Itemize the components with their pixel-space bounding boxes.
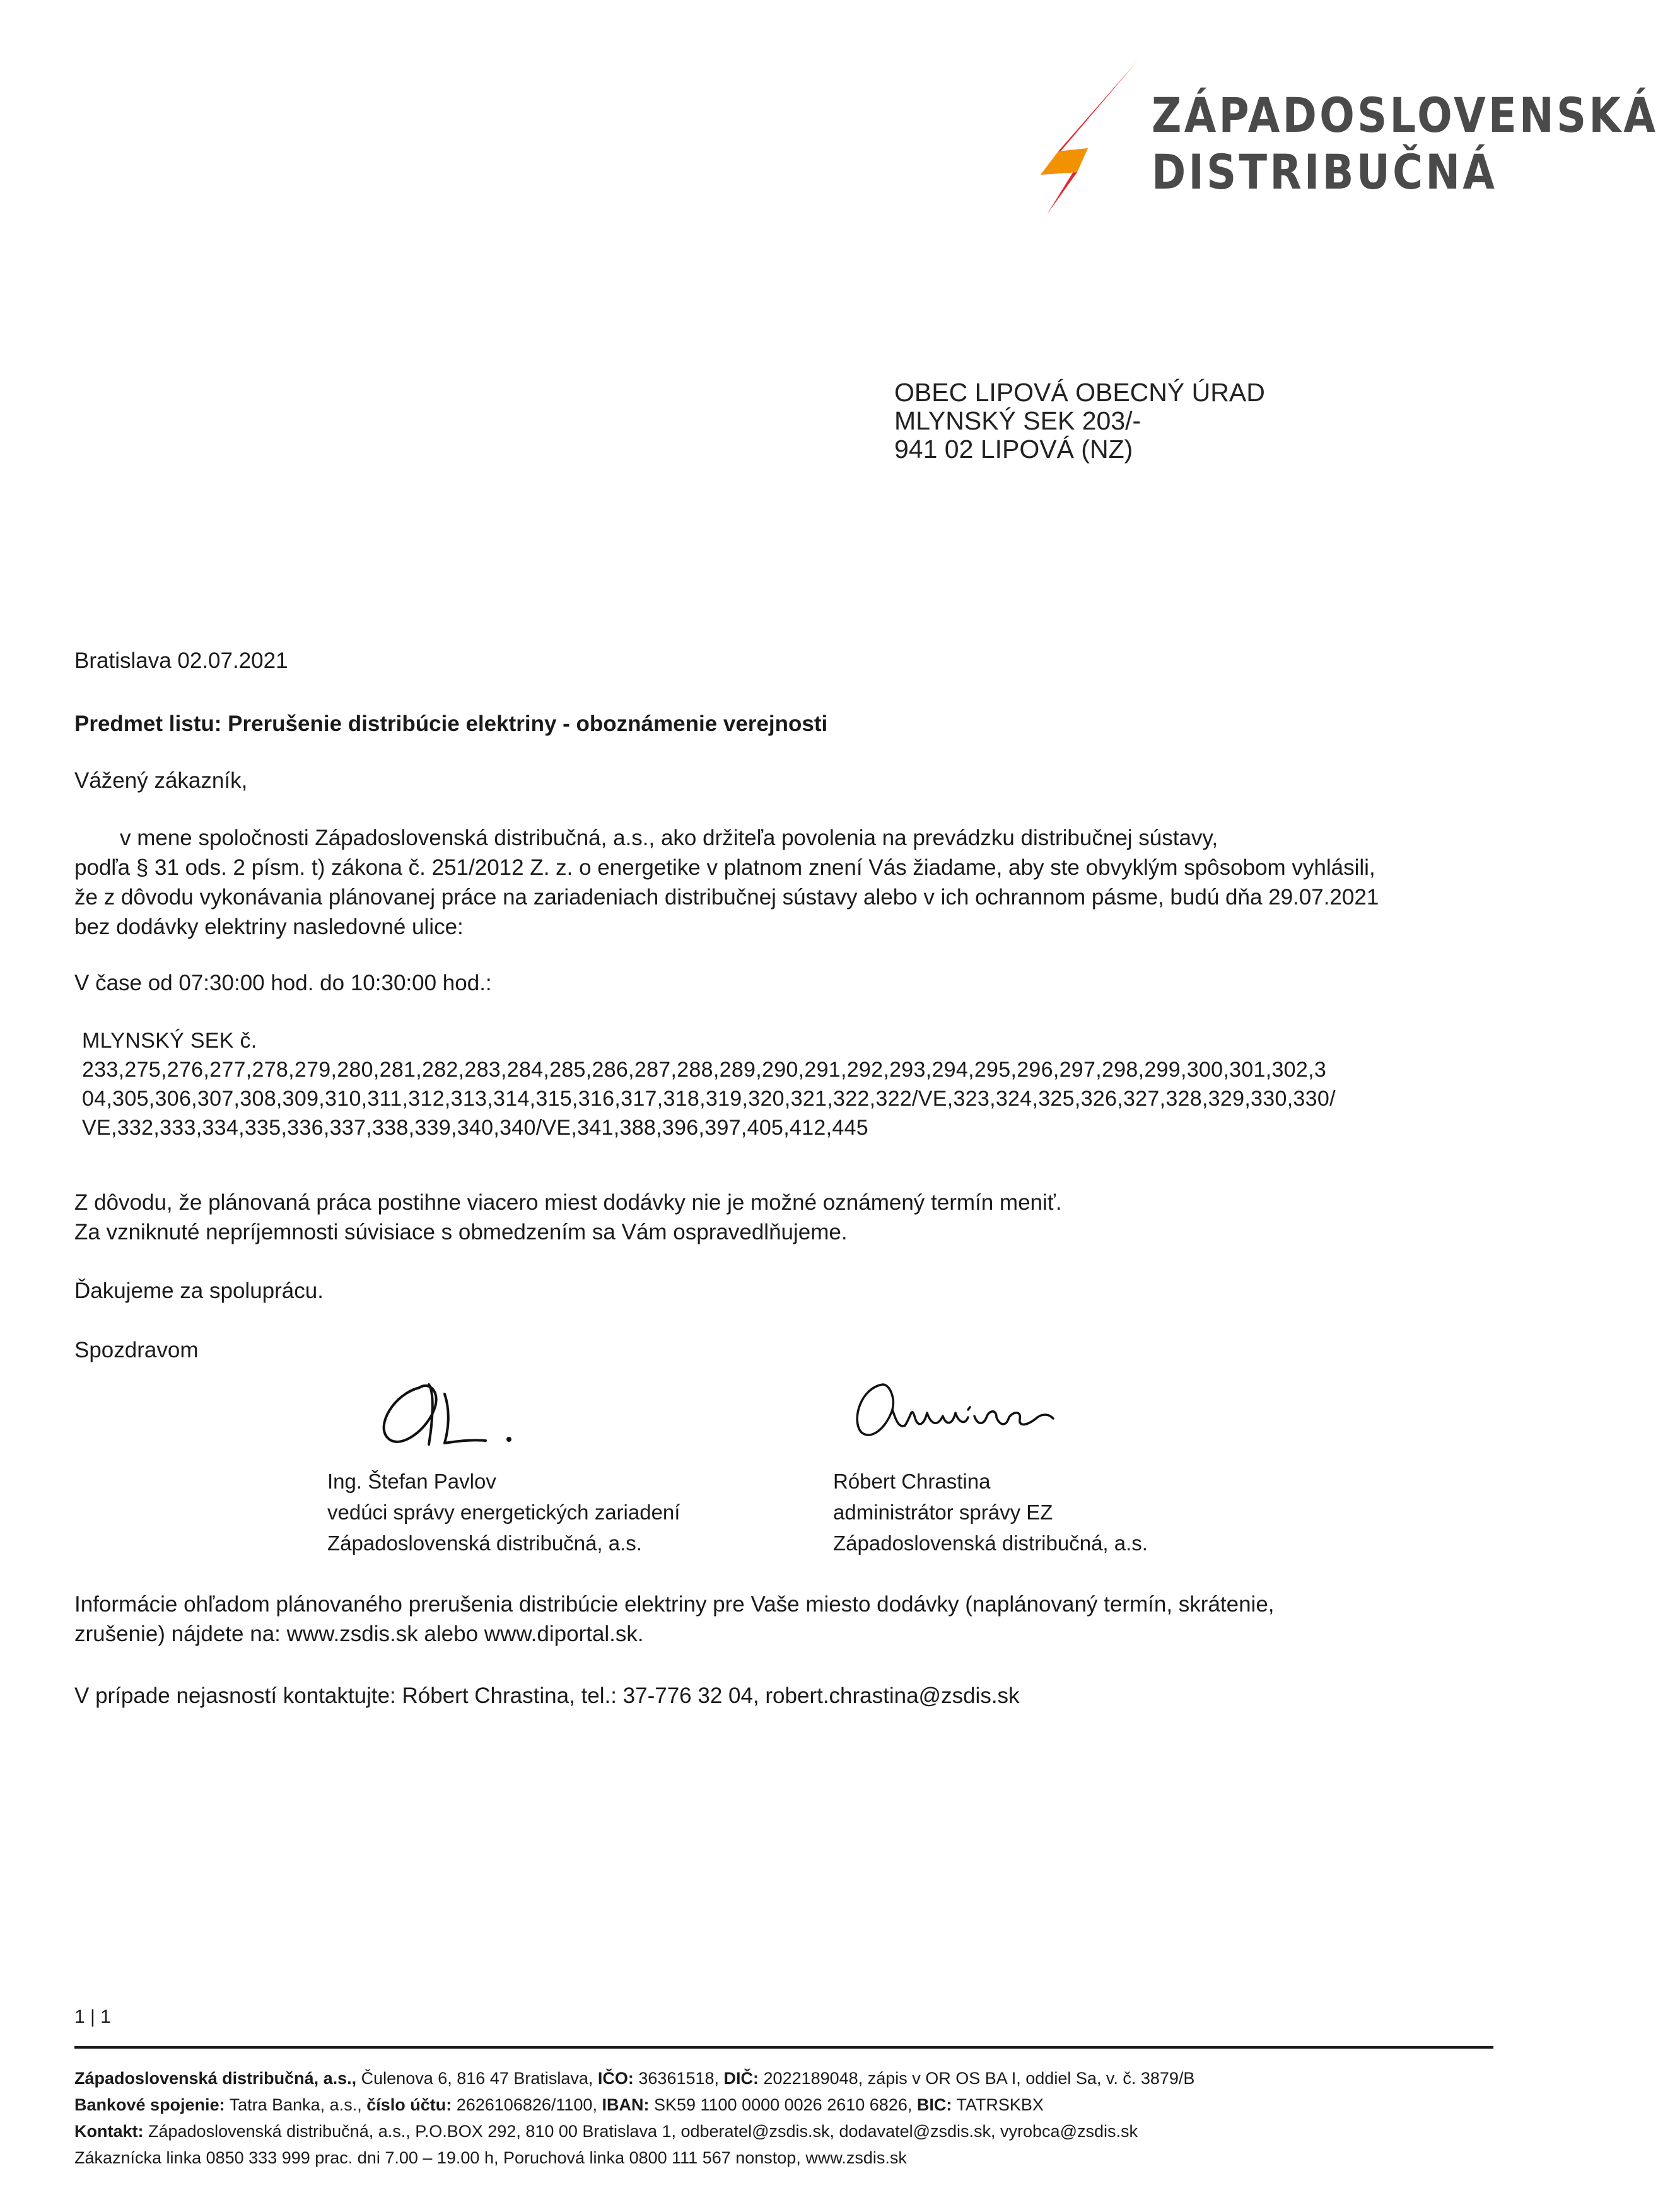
footer-account-label: číslo účtu: xyxy=(366,2095,452,2114)
footer-ico-label: IČO: xyxy=(597,2069,634,2088)
date-line: Bratislava 02.07.2021 xyxy=(74,648,288,673)
street-list xyxy=(82,1026,1336,1142)
body-line-2: podľa § 31 ods. 2 písm. t) zákona č. 251/2012 Z. z. o energetike v platnom znení Vás žiadame, aby ste obvyklým spôsobom vyhlásili, xyxy=(74,855,1375,880)
footer-bank: Tatra Banka, a.s., xyxy=(225,2095,367,2114)
footer-address: Čulenova 6, 816 47 Bratislava, xyxy=(356,2069,598,2088)
outage-time: V čase od 07:30:00 hod. do 10:30:00 hod.: xyxy=(74,971,492,995)
letter-subject: Predmet listu: Prerušenie distribúcie elektriny - oboznámenie verejnosti xyxy=(74,711,828,736)
footer-line-3 xyxy=(74,2118,1194,2145)
footer-ico: 36361518, xyxy=(633,2069,724,2088)
closing-line-1: Z dôvodu, že plánovaná práca postihne viacero miest dodávky nie je možné oznámený termín meniť. xyxy=(74,1190,1062,1215)
thanks-line: Ďakujeme za spoluprácu. xyxy=(74,1279,324,1303)
signature-chrastina xyxy=(848,1372,1056,1448)
signatory-2-company: Západoslovenská distribučná, a.s. xyxy=(833,1531,1148,1555)
footer xyxy=(74,2065,1194,2171)
closing-line-2: Za vzniknuté nepríjemnosti súvisiace s obmedzením sa Vám ospravedlňujeme. xyxy=(74,1220,848,1244)
footer-bank-label: Bankové spojenie: xyxy=(74,2095,225,2114)
signature-pavlov xyxy=(369,1369,533,1457)
signatory-2-role: administrátor správy EZ xyxy=(833,1501,1053,1524)
house-numbers-line-2: 04,305,306,307,308,309,310,311,312,313,314,315,316,317,318,319,320,321,322,322/VE,323,324,325,326,327,328,329,330,330/ xyxy=(82,1087,1336,1111)
footer-iban: SK59 1100 0000 0026 2610 6826, xyxy=(649,2095,917,2114)
house-numbers-line-1: 233,275,276,277,278,279,280,281,282,283,284,285,286,287,288,289,290,291,292,293,294,295,296,297,298,299,300,301,302,3 xyxy=(82,1058,1327,1082)
info-line-1: Informácie ohľadom plánovaného prerušenia distribúcie elektriny pre Vaše miesto dodávky (naplánovaný termín, skrátenie, xyxy=(74,1592,1275,1617)
signatory-1-role: vedúci správy energetických zariadení xyxy=(327,1501,680,1524)
zsdis-logo-mark xyxy=(1028,60,1138,214)
house-numbers-line-3: VE,332,333,334,335,336,337,338,339,340,340/VE,341,388,396,397,405,412,445 xyxy=(82,1116,869,1140)
recipient-address xyxy=(894,378,1265,464)
zsdis-logo-wordmark xyxy=(1152,87,1658,201)
footer-divider xyxy=(74,2046,1493,2049)
recipient-line-1: OBEC LIPOVÁ OBECNÝ ÚRAD xyxy=(894,378,1265,407)
body-line-3: že z dôvodu vykonávania plánovanej práce na zariadeniach distribučnej sústavy alebo v ich ochrannom pásme, budú dňa 29.07.2021 xyxy=(74,885,1379,910)
street-name: MLYNSKÝ SEK č. xyxy=(82,1029,257,1053)
footer-bic-label: BIC: xyxy=(916,2095,952,2114)
signatory-2 xyxy=(833,1466,1148,1559)
body-line-4: bez dodávky elektriny nasledovné ulice: xyxy=(74,915,464,939)
signatory-1-company: Západoslovenská distribučná, a.s. xyxy=(327,1531,642,1555)
footer-account: 2626106826/1100, xyxy=(452,2095,602,2114)
footer-contact: Západoslovenská distribučná, a.s., P.O.BOX 292, 810 00 Bratislava 1, odberatel@zsdis.sk, dodavatel@zsdis.sk, vyrobca@zsdis.sk xyxy=(143,2122,1138,2141)
body-line-1: v mene spoločnosti Západoslovenská distribučná, a.s., ako držiteľa povolenia na prevádzku distribučnej sústavy, xyxy=(120,826,1218,850)
signatory-1 xyxy=(327,1466,680,1559)
recipient-line-2: MLYNSKÝ SEK 203/- xyxy=(894,406,1141,435)
recipient-line-3: 941 02 LIPOVÁ (NZ) xyxy=(894,435,1133,464)
footer-dic-label: DIČ: xyxy=(723,2069,759,2088)
logo-line-1: ZÁPADOSLOVENSKÁ xyxy=(1152,87,1658,143)
logo-line-2: DISTRIBUČNÁ xyxy=(1152,144,1498,200)
footer-company: Západoslovenská distribučná, a.s., xyxy=(74,2069,357,2088)
greeting: Vážený zákazník, xyxy=(74,768,248,793)
closing-paragraph xyxy=(74,1188,1062,1247)
body-paragraph xyxy=(74,823,1379,942)
footer-dic-rest: 2022189048, zápis v OR OS BA I, oddiel Sa, v. č. 3879/B xyxy=(759,2069,1195,2088)
footer-iban-label: IBAN: xyxy=(602,2095,650,2114)
info-line-2: zrušenie) nájdete na: www.zsdis.sk alebo www.diportal.sk. xyxy=(74,1622,644,1646)
contact-line: V prípade nejasností kontaktujte: Róbert Chrastina, tel.: 37-776 32 04, robert.chrastina@zsdis.sk xyxy=(74,1683,1020,1708)
footer-line-4: Zákaznícka linka 0850 333 999 prac. dni 7.00 – 19.00 h, Poruchová linka 0800 111 567 nonstop, www.zsdis.sk xyxy=(74,2148,907,2167)
footer-bic: TATRSKBX xyxy=(952,2095,1044,2114)
regards-line: Spozdravom xyxy=(74,1338,199,1362)
footer-line-2 xyxy=(74,2092,1194,2118)
page-number: 1 | 1 xyxy=(74,2006,111,2027)
signatory-1-name: Ing. Štefan Pavlov xyxy=(327,1470,496,1493)
info-paragraph xyxy=(74,1589,1275,1649)
footer-line-1 xyxy=(74,2065,1194,2092)
signatory-2-name: Róbert Chrastina xyxy=(833,1470,991,1493)
footer-contact-label: Kontakt: xyxy=(74,2122,144,2141)
